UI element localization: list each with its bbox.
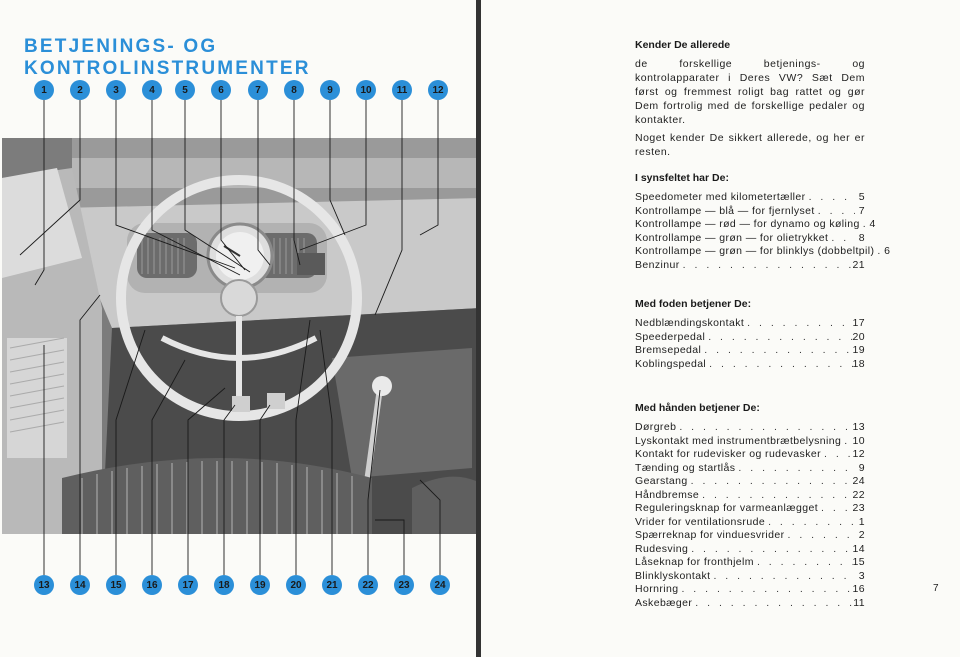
callout-22: 22 (358, 575, 378, 595)
callout-23: 23 (394, 575, 414, 595)
intro-block (635, 39, 865, 159)
callout-8: 8 (284, 80, 304, 100)
callout-18: 18 (214, 575, 234, 595)
section-hand (635, 402, 865, 610)
callout-4: 4 (142, 80, 162, 100)
callout-16: 16 (142, 575, 162, 595)
callout-7: 7 (248, 80, 268, 100)
section-heading: Med foden betjener De: (635, 298, 752, 310)
intro-paragraph-2: Noget kender De sikkert allerede, og her er resten. (635, 132, 865, 158)
callout-12: 12 (428, 80, 448, 100)
index-entry: Kontrollampe — grøn — for olietrykket . . . 8 (635, 232, 865, 246)
index-entry: Lyskontakt med instrumentbrætbelysning . . . 10 (635, 435, 865, 449)
index-entry: Reguleringsknap for varmeanlægget . . . 23 (635, 502, 865, 516)
index-entry: Speederpedal . . . 20 (635, 331, 865, 345)
callout-3: 3 (106, 80, 126, 100)
section-heading: I synsfeltet har De: (635, 172, 729, 184)
index-entry: Rudesving . . . 14 (635, 543, 865, 557)
intro-paragraph-1: de forskellige betjenings- og kontrolapparater i Deres VW? Sæt Dem først og fremmest roligt bag rattet og gør Dem fortrolig med de forskellige pedaler og kontakter. (635, 58, 865, 126)
callout-14: 14 (70, 575, 90, 595)
index-entry: Nedblændingskontakt . . . 17 (635, 317, 865, 331)
callout-10: 10 (356, 80, 376, 100)
index-entry: Gearstang . . . 24 (635, 475, 865, 489)
index-entry: Bremsepedal . . . 19 (635, 344, 865, 358)
index-entry: Tænding og startlås . . . 9 (635, 462, 865, 476)
callout-17: 17 (178, 575, 198, 595)
callout-1: 1 (34, 80, 54, 100)
section-view (635, 172, 891, 272)
index-entry: Benzinur . . . 21 (635, 259, 865, 273)
index-entry: Koblingspedal . . . 18 (635, 358, 865, 372)
index-entry: Kontrollampe — grøn — for blinklys (dobbeltpil) . . . 6 (635, 245, 865, 259)
page-title: BETJENINGS- OG KONTROLINSTRUMENTER (24, 36, 311, 79)
left-page (0, 0, 476, 657)
callout-15: 15 (106, 575, 126, 595)
index-entry: Dørgreb . . . 13 (635, 421, 865, 435)
callout-19: 19 (250, 575, 270, 595)
callout-2: 2 (70, 80, 90, 100)
index-entry: Vrider for ventilationsrude . . . 1 (635, 516, 865, 530)
index-entry: Speedometer med kilometertæller . . . 5 (635, 191, 865, 205)
intro-heading: Kender De allerede (635, 39, 731, 51)
index-entry: Kontakt for rudevisker og rudevasker . . . 12 (635, 448, 865, 462)
callout-6: 6 (211, 80, 231, 100)
section-heading: Med hånden betjener De: (635, 402, 760, 414)
index-entry: Spærreknap for vinduesvrider . . . 2 (635, 529, 865, 543)
callout-21: 21 (322, 575, 342, 595)
index-entry: Blinklyskontakt . . . 3 (635, 570, 865, 584)
callout-9: 9 (320, 80, 340, 100)
page-number: 7 (933, 583, 939, 594)
dashboard-photo (2, 138, 476, 534)
callout-20: 20 (286, 575, 306, 595)
index-entry: Låseknap for fronthjelm . . . 15 (635, 556, 865, 570)
callout-24: 24 (430, 575, 450, 595)
section-foot (635, 298, 865, 371)
index-entry: Hornring . . . 16 (635, 583, 865, 597)
callout-13: 13 (34, 575, 54, 595)
dashboard-illustration (2, 138, 476, 534)
index-entry: Askebæger . . . 11 (635, 597, 865, 611)
callout-5: 5 (175, 80, 195, 100)
callout-11: 11 (392, 80, 412, 100)
index-entry: Kontrollampe — rød — for dynamo og køling . . . 4 (635, 218, 865, 232)
index-entry: Håndbremse . . . 22 (635, 489, 865, 503)
index-entry: Kontrollampe — blå — for fjernlyset . . . 7 (635, 205, 865, 219)
